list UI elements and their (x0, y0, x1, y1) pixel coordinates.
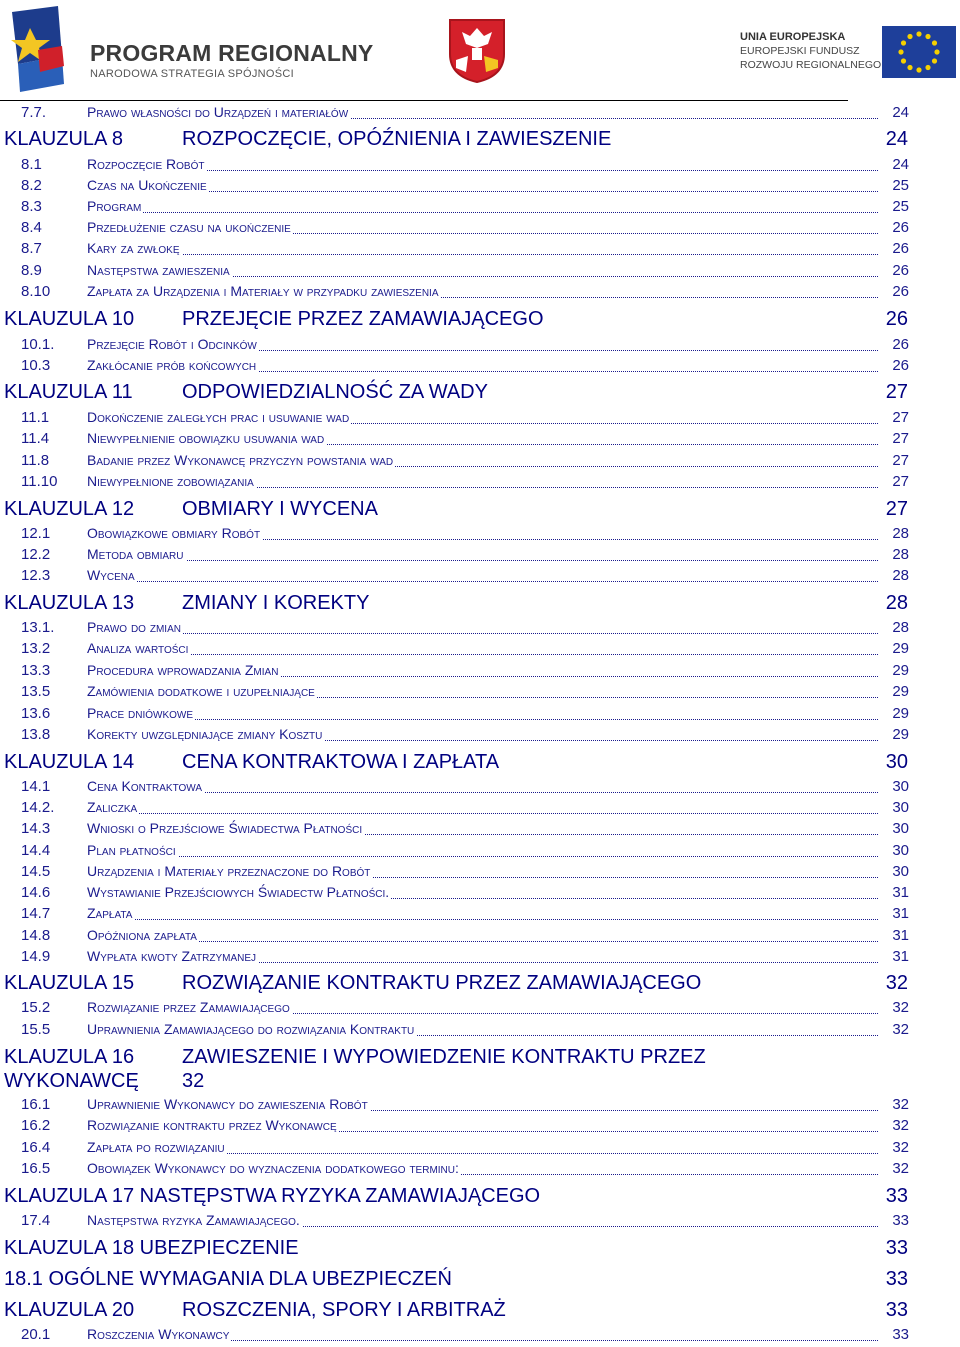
toc-page-number: 32 (879, 1160, 909, 1177)
toc-entry[interactable] (0, 799, 960, 819)
toc-page-number: 32 (182, 1070, 205, 1092)
toc-page-number: 33 (885, 1237, 908, 1259)
toc-entry-number: 15.2 (21, 999, 51, 1016)
toc-chapter-title: ROZPOCZĘCIE, OPÓŹNIENIA I ZAWIESZENIE (182, 128, 612, 150)
toc-entry-title: Obowiązek Wykonawcy do wyznaczenia dodatkowego terminu: (87, 1160, 459, 1176)
toc-leader-dots (87, 706, 908, 720)
toc-entry[interactable] (0, 999, 960, 1019)
toc-leader-dots (87, 178, 908, 192)
toc-page-number: 31 (879, 884, 909, 901)
toc-entry-number: 8.1 (21, 156, 42, 173)
toc-entry-number: 16.5 (21, 1160, 51, 1177)
toc-entry-title: Zakłócanie prób końcowych (87, 357, 257, 373)
toc-entry[interactable] (0, 336, 960, 356)
program-regionalny-logo (8, 6, 374, 98)
toc-page-number: 26 (879, 336, 909, 353)
toc-entry-title: Urządzenia i Materiały przeznaczone do Robót (87, 863, 371, 879)
toc-page-number: 32 (879, 999, 909, 1016)
toc-leader-dots (87, 547, 908, 561)
toc-page-number: 32 (879, 1021, 909, 1038)
toc-page-number: 33 (879, 1326, 909, 1343)
toc-page-number: 27 (879, 473, 909, 490)
toc-entry[interactable] (0, 409, 960, 429)
toc-entry-title: Zamówienia dodatkowe i uzupełniające (87, 683, 315, 699)
toc-entry[interactable] (0, 820, 960, 840)
toc-chapter[interactable] (0, 1299, 960, 1325)
toc-entry[interactable] (0, 262, 960, 282)
toc-page-number: 26 (879, 219, 909, 236)
toc-chapter-title: 18.1 OGÓLNE WYMAGANIA DLA UBEZPIECZEŃ (4, 1268, 452, 1290)
toc-chapter-label: KLAUZULA 14 (4, 751, 135, 773)
toc-chapter-title: CENA KONTRAKTOWA I ZAPŁATA (182, 751, 500, 773)
toc-chapter-title: KLAUZULA 18 UBEZPIECZENIE (4, 1237, 299, 1259)
toc-page-number: 27 (885, 381, 908, 403)
toc-entry-title: Uprawnienia Zamawiającego do rozwiązania Kontraktu (87, 1021, 415, 1037)
toc-entry-number: 15.5 (21, 1021, 51, 1038)
toc-entry[interactable] (0, 452, 960, 472)
toc-page-number: 27 (879, 409, 909, 426)
toc-entry-title: Opóźniona zapłata (87, 927, 197, 943)
toc-entry[interactable] (0, 1326, 960, 1346)
toc-entry-number: 14.3 (21, 820, 51, 837)
toc-leader-dots (87, 800, 908, 814)
toc-entry[interactable] (0, 683, 960, 703)
toc-chapter-label: KLAUZULA 16 (4, 1046, 135, 1068)
toc-entry[interactable] (0, 473, 960, 493)
toc-entry-title: Dokończenie zaległych prac i usuwanie wad (87, 409, 350, 425)
toc-entry[interactable] (0, 640, 960, 660)
toc-entry[interactable] (0, 1212, 960, 1232)
toc-entry-title: Przedłużenie czasu na ukończenie (87, 219, 291, 235)
toc-entry-number: 14.2. (21, 799, 55, 816)
toc-entry[interactable] (0, 905, 960, 925)
toc-leader-dots (87, 620, 908, 634)
toc-page-number: 28 (879, 546, 909, 563)
toc-chapter-label: KLAUZULA 15 (4, 972, 135, 994)
header-divider (0, 100, 848, 101)
toc-entry-title: Czas na Ukończenie (87, 177, 207, 193)
toc-page-number: 30 (885, 751, 908, 773)
toc-page-number: 30 (879, 820, 909, 837)
toc-chapter-title: PRZEJĘCIE PRZEZ ZAMAWIAJĄCEGO (182, 308, 544, 330)
eu-line-2: EUROPEJSKI FUNDUSZ (740, 45, 860, 57)
toc-page-number: 33 (885, 1268, 908, 1290)
toc-leader-dots (87, 241, 908, 255)
program-subtitle: NARODOWA STRATEGIA SPÓJNOŚCI (90, 68, 294, 80)
toc-chapter-title: ROSZCZENIA, SPORY I ARBITRAŻ (182, 1299, 506, 1321)
toc-entry[interactable] (0, 726, 960, 746)
toc-chapter[interactable] (0, 751, 960, 777)
toc-page-number: 29 (879, 726, 909, 743)
toc-chapter[interactable] (0, 381, 960, 407)
toc-chapter[interactable] (0, 592, 960, 618)
toc-leader-dots (87, 199, 908, 213)
toc-entry-number: 11.1 (21, 409, 50, 426)
toc-entry-title: Rozwiązanie przez Zamawiającego (87, 999, 290, 1015)
toc-entry[interactable] (0, 948, 960, 968)
toc-entry-number: 12.1 (21, 525, 51, 542)
toc-entry-number: 11.4 (21, 430, 50, 447)
toc-page-number: 27 (885, 498, 908, 520)
toc-entry-title: Przejęcie Robót i Odcinków (87, 336, 257, 352)
toc-chapter[interactable] (0, 1268, 960, 1294)
toc-entry-number: 14.7 (21, 905, 51, 922)
toc-page-number: 26 (879, 357, 909, 374)
toc-entry[interactable] (0, 104, 960, 124)
page-header (0, 0, 960, 100)
toc-entry-title: Niewypełnienie obowiązku usuwania wad (87, 430, 325, 446)
toc-entry[interactable] (0, 1139, 960, 1159)
toc-entry[interactable] (0, 177, 960, 197)
toc-page-number: 32 (885, 972, 908, 994)
toc-entry-number: 13.5 (21, 683, 51, 700)
toc-entry[interactable] (0, 219, 960, 239)
toc-entry-number: 14.1 (21, 778, 51, 795)
toc-entry-title: Program (87, 198, 142, 214)
toc-entry[interactable] (0, 1021, 960, 1041)
toc-leader-dots (87, 157, 908, 171)
toc-entry[interactable] (0, 884, 960, 904)
toc-page-number: 31 (879, 927, 909, 944)
eu-flag-icon (882, 26, 956, 78)
toc-entry[interactable] (0, 1096, 960, 1116)
eu-line-1: UNIA EUROPEJSKA (740, 31, 846, 43)
toc-entry-number: 8.4 (21, 219, 42, 236)
toc-page-number: 25 (879, 198, 909, 215)
toc-chapter-label: KLAUZULA 13 (4, 592, 135, 614)
toc-page-number: 33 (885, 1299, 908, 1321)
toc-page-number: 27 (879, 430, 909, 447)
toc-entry-number: 11.10 (21, 473, 58, 490)
toc-chapter-title: ZMIANY I KOREKTY (182, 592, 370, 614)
toc-entry-number: 10.1. (21, 336, 55, 353)
toc-page-number: 27 (879, 452, 909, 469)
toc-chapter[interactable] (0, 308, 960, 334)
toc-page-number: 32 (879, 1117, 909, 1134)
toc-page-number: 30 (879, 842, 909, 859)
toc-entry-number: 14.8 (21, 927, 51, 944)
toc-page-number: 24 (879, 156, 909, 173)
toc-page-number: 29 (879, 705, 909, 722)
toc-entry[interactable] (0, 662, 960, 682)
toc-chapter[interactable] (0, 972, 960, 998)
toc-page-number: 26 (879, 240, 909, 257)
toc-entry-title: Analiza wartości (87, 640, 189, 656)
toc-entry-title: Wycena (87, 567, 135, 583)
toc-entry-number: 14.5 (21, 863, 51, 880)
toc-entry-title: Zapłata za Urządzenia i Materiały w przypadku zawieszenia (87, 283, 439, 299)
toc-entry-title: Badanie przez Wykonawcę przyczyn powstania wad (87, 452, 394, 468)
toc-page-number: 25 (879, 177, 909, 194)
toc-chapter[interactable] (0, 128, 960, 154)
toc-entry-title: Wypłata kwoty Zatrzymanej (87, 948, 257, 964)
toc-page-number: 28 (879, 525, 909, 542)
toc-entry-number: 7.7. (21, 104, 47, 121)
toc-entry[interactable] (0, 619, 960, 639)
toc-entry-title: Prawo do zmian (87, 619, 181, 635)
toc-page-number: 31 (879, 905, 909, 922)
toc-entry-title: Niewypełnione zobowiązania (87, 473, 254, 489)
toc-page-number: 30 (879, 799, 909, 816)
toc-entry-number: 11.8 (21, 452, 50, 469)
toc-leader-dots (87, 641, 908, 655)
toc-entry[interactable] (0, 546, 960, 566)
toc-entry-number: 8.3 (21, 198, 42, 215)
toc-chapter-title: ODPOWIEDZIALNOŚĆ ZA WADY (182, 381, 488, 403)
toc-entry-number: 12.3 (21, 567, 51, 584)
toc-chapter[interactable] (0, 498, 960, 524)
toc-page-number: 29 (879, 683, 909, 700)
toc-leader-dots (87, 843, 908, 857)
toc-page-number: 26 (879, 262, 909, 279)
coat-of-arms-icon (448, 18, 506, 84)
toc-chapter-label: KLAUZULA 12 (4, 498, 135, 520)
toc-chapter-title-cont: WYKONAWCĘ (4, 1070, 139, 1092)
toc-entry[interactable] (0, 198, 960, 218)
toc-page-number: 32 (879, 1139, 909, 1156)
toc-entry-title: Roszczenia Wykonawcy (87, 1326, 230, 1342)
toc-entry-number: 20.1 (21, 1326, 51, 1343)
toc-entry-number: 8.2 (21, 177, 42, 194)
toc-entry[interactable] (0, 240, 960, 260)
toc-entry[interactable] (0, 430, 960, 450)
toc-page-number: 28 (879, 619, 909, 636)
toc-entry-number: 16.2 (21, 1117, 51, 1134)
toc-page-number: 33 (885, 1185, 908, 1207)
toc-entry-number: 13.3 (21, 662, 51, 679)
toc-entry-title: Następstwa zawieszenia (87, 262, 230, 278)
toc-entry[interactable] (0, 357, 960, 377)
toc-entry[interactable] (0, 842, 960, 862)
toc-leader-dots (87, 928, 908, 942)
toc-chapter-title: KLAUZULA 17 NASTĘPSTWA RYZYKA ZAMAWIAJĄCEGO (4, 1185, 541, 1207)
toc-entry-number: 17.4 (21, 1212, 51, 1229)
toc-entry-title: Obowiązkowe obmiary Robót (87, 525, 261, 541)
toc-page-number: 28 (879, 567, 909, 584)
toc-chapter[interactable] (0, 1237, 960, 1263)
toc-entry-title: Plan płatności (87, 842, 176, 858)
eu-fund-label (740, 30, 882, 72)
toc-page-number: 30 (879, 863, 909, 880)
toc-entry[interactable] (0, 156, 960, 176)
toc-entry-number: 16.4 (21, 1139, 51, 1156)
toc-entry[interactable] (0, 778, 960, 798)
toc-entry-number: 13.2 (21, 640, 51, 657)
toc-entry-title: Korekty uwzględniające zmiany Kosztu (87, 726, 323, 742)
toc-chapter-label: KLAUZULA 8 (4, 128, 123, 150)
toc-entry[interactable] (0, 283, 960, 303)
toc-entry-title: Następstwa ryzyka Zamawiającego. (87, 1212, 300, 1228)
program-title: PROGRAM REGIONALNY (90, 40, 374, 66)
toc-entry-title: Wystawianie Przejściowych Świadectw Płatności. (87, 884, 390, 900)
toc-entry-number: 14.4 (21, 842, 51, 859)
toc-entry-title: Wnioski o Przejściowe Świadectwa Płatności (87, 820, 363, 836)
toc-entry-title: Uprawnienie Wykonawcy do zawieszenia Robót (87, 1096, 368, 1112)
toc-chapter-continuation[interactable] (0, 1070, 960, 1096)
toc-entry-title: Cena Kontraktowa (87, 778, 203, 794)
toc-entry-title: Prace dniówkowe (87, 705, 194, 721)
toc-leader-dots (87, 779, 908, 793)
toc-page-number: 31 (879, 948, 909, 965)
toc-leader-dots (87, 906, 908, 920)
toc-entry-title: Procedura wprowadzania Zmian (87, 662, 279, 678)
toc-chapter-title: ZAWIESZENIE I WYPOWIEDZENIE KONTRAKTU PRZEZ (182, 1046, 706, 1068)
toc-entry[interactable] (0, 525, 960, 545)
toc-entry-number: 8.9 (21, 262, 42, 279)
toc-entry-title: Prawo własności do Urządzeń i materiałów (87, 104, 349, 120)
toc-page-number: 28 (885, 592, 908, 614)
toc-entry-title: Zapłata (87, 905, 133, 921)
toc-chapter-label: KLAUZULA 11 (4, 381, 133, 403)
toc-leader-dots (87, 568, 908, 582)
toc-entry[interactable] (0, 567, 960, 587)
toc-entry-number: 16.1 (21, 1096, 51, 1113)
toc-entry[interactable] (0, 1160, 960, 1180)
toc-chapter-label: KLAUZULA 10 (4, 308, 135, 330)
toc-entry-title: Zaliczka (87, 799, 138, 815)
toc-entry-number: 8.10 (21, 283, 51, 300)
toc-chapter-title: OBMIARY I WYCENA (182, 498, 378, 520)
toc-page-number: 30 (879, 778, 909, 795)
toc-entry-title: Rozwiązanie kontraktu przez Wykonawcę (87, 1117, 337, 1133)
toc-page-number: 24 (879, 104, 909, 121)
toc-entry[interactable] (0, 705, 960, 725)
toc-entry-number: 14.6 (21, 884, 51, 901)
toc-entry-number: 13.6 (21, 705, 51, 722)
toc-entry-number: 13.1. (21, 619, 55, 636)
toc-page-number: 24 (885, 128, 908, 150)
toc-entry-number: 14.9 (21, 948, 51, 965)
toc-page-number: 26 (885, 308, 908, 330)
toc-chapter[interactable] (0, 1185, 960, 1211)
toc-entry-number: 8.7 (21, 240, 42, 257)
toc-entry-number: 10.3 (21, 357, 51, 374)
toc-entry-title: Rozpoczęcie Robót (87, 156, 205, 172)
toc-chapter-label: KLAUZULA 20 (4, 1299, 135, 1321)
toc-page-number: 29 (879, 640, 909, 657)
toc-page-number: 29 (879, 662, 909, 679)
eu-line-3: ROZWOJU REGIONALNEGO (740, 59, 882, 71)
toc-entry-title: Metoda obmiaru (87, 546, 184, 562)
toc-page-number: 32 (879, 1096, 909, 1113)
toc-entry-title: Kary za zwłokę (87, 240, 180, 256)
toc-entry[interactable] (0, 863, 960, 883)
toc-page-number: 33 (879, 1212, 909, 1229)
toc-chapter[interactable] (0, 1046, 960, 1072)
toc-chapter-title: ROZWIĄZANIE KONTRAKTU PRZEZ ZAMAWIAJĄCEGO (182, 972, 702, 994)
toc-page-number: 26 (879, 283, 909, 300)
toc-entry-title: Zapłata po rozwiązaniu (87, 1139, 225, 1155)
toc-entry-number: 12.2 (21, 546, 51, 563)
toc-entry[interactable] (0, 1117, 960, 1137)
toc-entry-number: 13.8 (21, 726, 51, 743)
toc-entry[interactable] (0, 927, 960, 947)
star-flag-icon (8, 6, 72, 94)
